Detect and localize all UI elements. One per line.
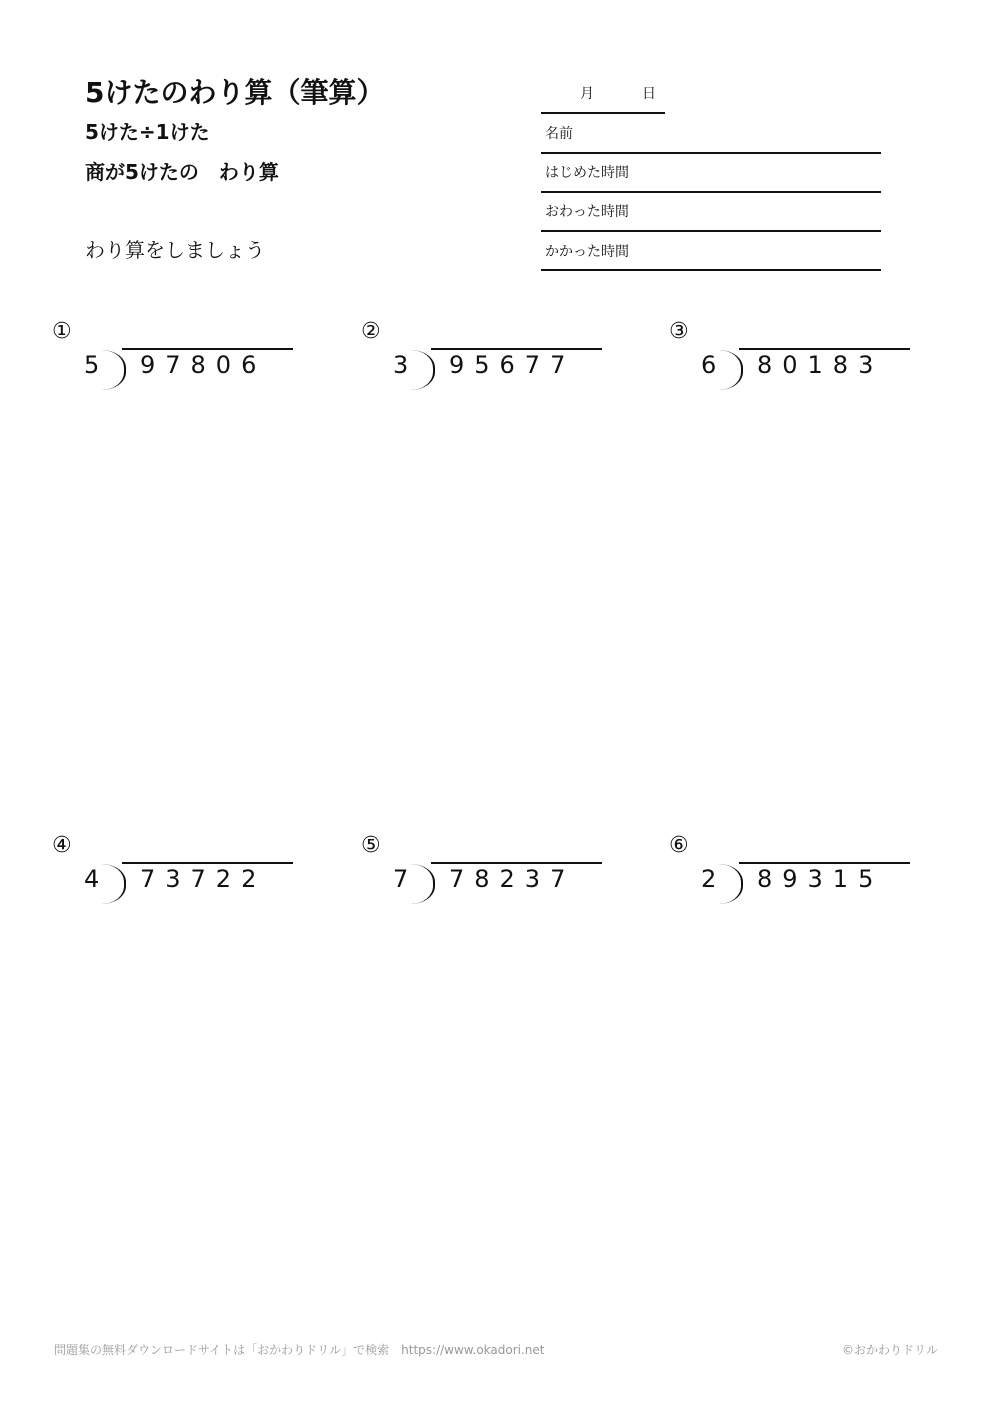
dividend: 73722 xyxy=(140,865,267,893)
name-underline xyxy=(541,152,881,154)
date-underline xyxy=(541,112,665,114)
name-label: 名前 xyxy=(545,126,573,142)
problem-number: ② xyxy=(361,319,381,344)
division-problem-3 xyxy=(669,320,929,380)
division-bracket xyxy=(411,350,435,390)
page-title: 5けたのわり算（筆算） xyxy=(85,76,385,109)
start-time-label: はじめた時間 xyxy=(545,165,629,181)
elapsed-time-underline xyxy=(541,269,881,271)
day-label: 日 xyxy=(642,86,656,102)
division-bracket xyxy=(102,864,126,904)
divisor: 6 xyxy=(701,351,717,379)
dividend: 78237 xyxy=(449,865,576,893)
divisor: 7 xyxy=(393,865,409,893)
problem-number: ④ xyxy=(52,833,72,858)
division-bracket xyxy=(719,350,743,390)
instruction-text: わり算をしましょう xyxy=(85,238,265,262)
division-problem-1 xyxy=(52,320,312,380)
divisor: 5 xyxy=(84,351,100,379)
footer-site-text: 問題集の無料ダウンロードサイトは「おかわりドリル」で検索 https://www.okadori.net xyxy=(54,1343,545,1357)
problem-number: ⑥ xyxy=(669,833,689,858)
footer-copyright: ©おかわりドリル xyxy=(841,1343,938,1357)
division-problem-2 xyxy=(361,320,621,380)
division-bracket xyxy=(411,864,435,904)
problem-number: ⑤ xyxy=(361,833,381,858)
subtitle-quotient: 商が5けたの わり算 xyxy=(85,160,279,184)
end-time-label: おわった時間 xyxy=(545,204,629,220)
division-problem-6 xyxy=(669,834,929,894)
dividend: 97806 xyxy=(140,351,267,379)
start-time-underline xyxy=(541,191,881,193)
subtitle-digits: 5けた÷1けた xyxy=(85,120,210,144)
division-bracket xyxy=(719,864,743,904)
elapsed-time-label: かかった時間 xyxy=(545,244,629,260)
division-problem-4 xyxy=(52,834,312,894)
divisor: 3 xyxy=(393,351,409,379)
problem-number: ③ xyxy=(669,319,689,344)
division-bracket xyxy=(102,350,126,390)
dividend: 95677 xyxy=(449,351,576,379)
divisor: 4 xyxy=(84,865,100,893)
division-problem-5 xyxy=(361,834,621,894)
dividend: 89315 xyxy=(757,865,884,893)
month-label: 月 xyxy=(580,86,594,102)
divisor: 2 xyxy=(701,865,717,893)
dividend: 80183 xyxy=(757,351,884,379)
problem-number: ① xyxy=(52,319,72,344)
end-time-underline xyxy=(541,230,881,232)
